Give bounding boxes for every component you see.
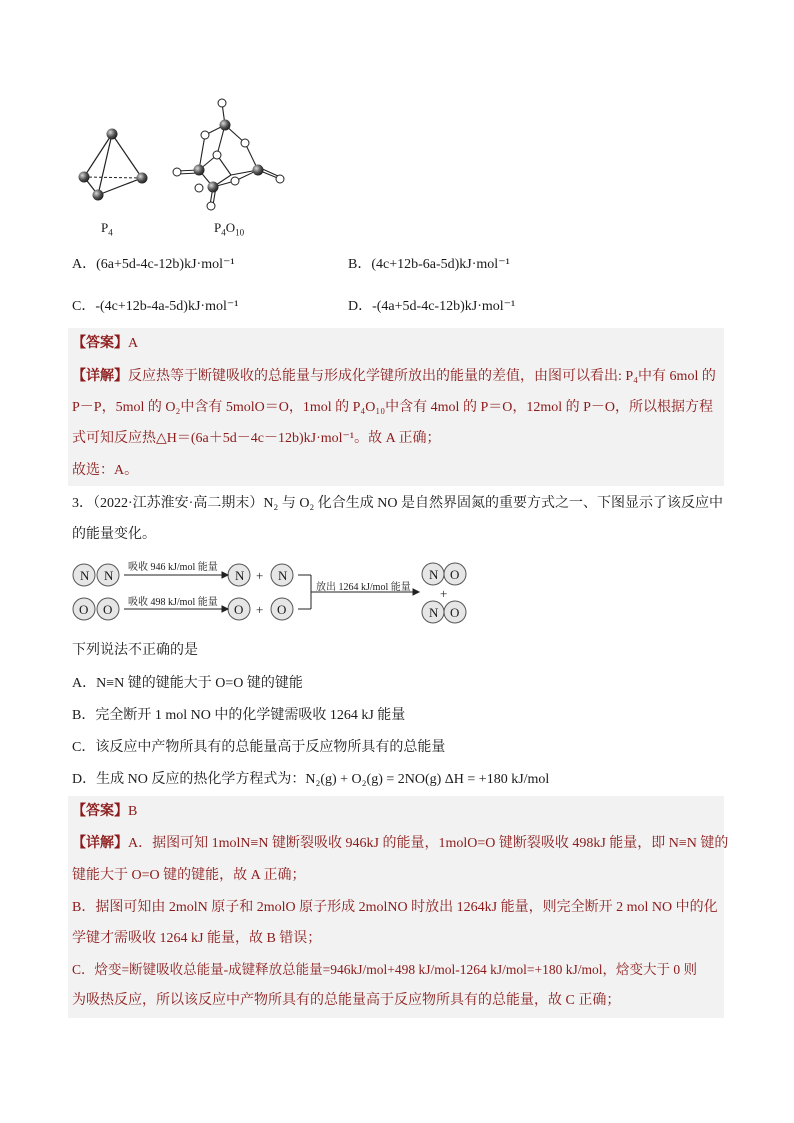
q3-option-a: A．N≡N 键的键能大于 O=O 键的键能 — [72, 676, 303, 691]
q3-answer: 【答案】B — [72, 804, 138, 819]
atom-o-4: O — [277, 602, 287, 617]
p4o10-cage-figure — [165, 95, 290, 215]
q3-explain-line-4: 学键才需吸收 1264 kJ 能量，故 B 错误； — [72, 931, 322, 946]
atom-o-5: O — [450, 567, 460, 582]
atom-n-5: N — [429, 567, 439, 582]
release-label: 放出 1264 kJ/mol 能量 — [316, 582, 411, 593]
q3-option-b: B．完全断开 1 mol NO 中的化学键需吸收 1264 kJ 能量 — [72, 708, 406, 723]
atom-n-1: N — [80, 568, 90, 583]
q2-explain-line-4: 故选：A。 — [72, 463, 139, 478]
plus-2: + — [256, 602, 264, 617]
atom-o-1: O — [79, 602, 89, 617]
q2-answer: 【答案】A — [72, 336, 139, 351]
p4-label: $P_4$ — [101, 220, 113, 238]
q2-explain-line-2: P－P，5mol 的 O₂中含有 5molO＝O，1mol 的 P₄O₁₀中含有 4mol 的 P＝O，12mol 的 P－O，所以根据方程 — [72, 400, 714, 415]
q3-explain-line-6: 为吸热反应，所以该反应中产物所具有的总能量高于反应物所具有的总能量，故 C 正确； — [72, 993, 621, 1008]
p4o10-label: $P_4O_{10}$ — [214, 220, 245, 238]
atom-n-4: N — [278, 568, 288, 583]
plus-3: + — [440, 586, 448, 601]
atom-o-2: O — [103, 602, 113, 617]
q3-explain-line-2: 键能大于 O=O 键的键能，故 A 正确； — [72, 868, 306, 883]
q2-option-a: A．(6a+5d-4c-12b)kJ·mol⁻¹ — [72, 257, 235, 272]
q3-stem-line-1: 3．（2022·江苏淮安·高二期末）N₂ 与 O₂ 化合生成 NO 是自然界固氮的重要方式之一、下图显示了该反应中 — [72, 496, 724, 511]
p4-tetrahedron-figure — [70, 118, 160, 203]
q2-explain-line-1: 【详解】反应热等于断键吸收的总能量与形成化学键所放出的能量的差值，由图可以看出: P₄中有 6mol 的 — [72, 369, 716, 384]
absorb-o2-label: 吸收 498 kJ/mol 能量 — [128, 597, 218, 608]
q2-option-d: D．-(4a+5d-4c-12b)kJ·mol⁻¹ — [348, 299, 516, 314]
q3-explain-line-3: B．据图可知由 2molN 原子和 2molO 原子形成 2molNO 时放出 1264kJ 能量，则完全断开 2 mol NO 中的化 — [72, 900, 718, 915]
q3-stem-line-2: 的能量变化。 — [72, 527, 156, 542]
atom-o-3: O — [234, 602, 244, 617]
q3-explain-line-1: 【详解】A．据图可知 1molN≡N 键断裂吸收 946kJ 的能量，1molO=O 键断裂吸收 498kJ 能量，即 N≡N 键的 — [72, 836, 729, 851]
q3-option-c: C．该反应中产物所具有的总能量高于反应物所具有的总能量 — [72, 740, 446, 755]
q3-option-d: D．生成 NO 反应的热化学方程式为：N₂(g) + O₂(g) = 2NO(g) ΔH = +180 kJ/mol — [72, 772, 550, 787]
atom-o-6: O — [450, 605, 460, 620]
q3-explain-line-5: C．焓变=断键吸收总能量-成键释放总能量=946kJ/mol+498 kJ/mol-1264 kJ/mol=+180 kJ/mol，焓变大于 0 则 — [72, 962, 697, 977]
q3-question: 下列说法不正确的是 — [72, 643, 198, 658]
q2-option-b: B．(4c+12b-6a-5d)kJ·mol⁻¹ — [348, 257, 510, 272]
atom-n-6: N — [429, 605, 439, 620]
atom-n-2: N — [104, 568, 114, 583]
absorb-n2-label: 吸收 946 kJ/mol 能量 — [128, 562, 218, 573]
q2-option-c: C．-(4c+12b-4a-5d)kJ·mol⁻¹ — [72, 299, 239, 314]
plus-1: + — [256, 568, 264, 583]
atom-n-3: N — [235, 568, 245, 583]
q2-explain-line-3: 式可知反应热△H＝(6a＋5d－4c－12b)kJ·mol⁻¹。故 A 正确； — [72, 431, 441, 446]
